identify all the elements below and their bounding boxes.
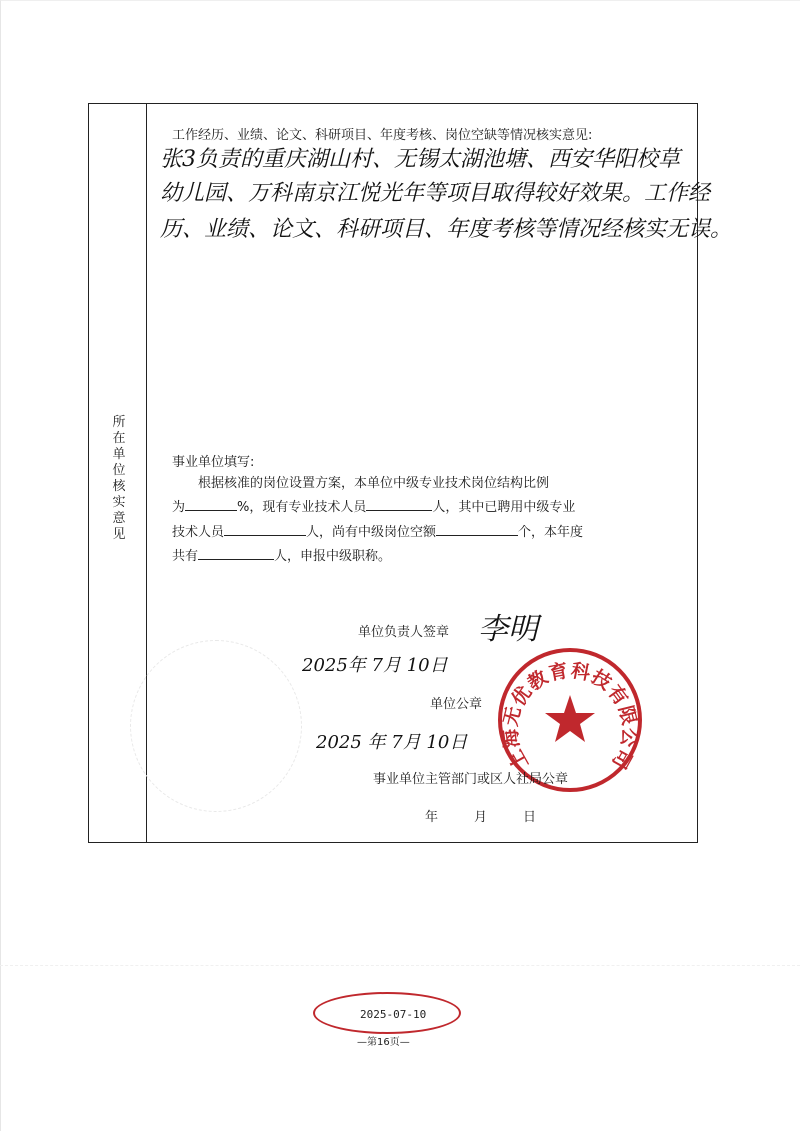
ratio-blank[interactable] <box>185 498 237 511</box>
line2-mid2: 人，其中已聘用中级专业 <box>432 500 576 515</box>
unit-seal-date: 2025 年 7月 10日 <box>316 732 468 753</box>
applicant-count-blank[interactable] <box>198 547 274 560</box>
authority-day: 日 <box>523 810 537 825</box>
line4-prefix: 共有 <box>172 549 199 564</box>
line2-prefix: 为 <box>172 500 186 515</box>
hired-count-blank[interactable] <box>224 523 306 536</box>
staff-count-blank[interactable] <box>366 498 432 511</box>
unit-fill-line-2 <box>172 496 575 515</box>
seal-text: 上海无优教育科技有限公司 <box>499 659 641 774</box>
line4-mid1: 人，申报中级职称。 <box>274 549 392 564</box>
authority-seal-label: 事业单位主管部门或区人社局公章 <box>373 772 569 787</box>
faint-stamp-ghost <box>130 640 302 812</box>
line3-mid1: 人，尚有中级岗位空额 <box>306 525 437 540</box>
authority-month: 月 <box>474 810 488 825</box>
unit-fill-line-3 <box>172 521 583 540</box>
star-icon <box>545 695 595 742</box>
line3-prefix: 技术人员 <box>172 525 225 540</box>
verify-heading: 工作经历、业绩、论文、科研项目、年度考核、岗位空缺等情况核实意见: <box>172 128 593 143</box>
unit-seal-label: 单位公章 <box>430 697 483 712</box>
handwritten-line-2: 幼儿园、万科南京江悦光年等项目取得较好效果。工作经 <box>160 181 711 206</box>
page-number: —第16页— <box>357 1037 410 1048</box>
authority-year: 年 <box>425 810 439 825</box>
signature-date: 2025年 7月 10日 <box>302 655 448 676</box>
fold-line <box>0 965 800 966</box>
side-column-label: 所在单位核实意见 <box>112 415 126 542</box>
footer-date: 2025-07-10 <box>360 1008 427 1021</box>
unit-fill-paragraph-1: 根据核准的岗位设置方案，本单位中级专业技术岗位结构比例 <box>198 476 550 491</box>
unit-fill-heading: 事业单位填写: <box>172 455 255 470</box>
vacancy-count-blank[interactable] <box>436 523 518 536</box>
handwritten-signature: 李明 <box>478 612 538 647</box>
handwritten-line-1: 张3负责的重庆湖山村、无锡太湖池塘、西安华阳校草 <box>160 147 680 172</box>
line2-mid1: %，现有专业技术人员 <box>237 500 367 515</box>
unit-fill-line-4 <box>172 545 391 564</box>
signature-label: 单位负责人签章 <box>358 625 450 640</box>
handwritten-line-3: 历、业绩、论文、科研项目、年度考核等情况经核实无误。 <box>160 217 733 242</box>
line3-mid2: 个，本年度 <box>518 525 584 540</box>
